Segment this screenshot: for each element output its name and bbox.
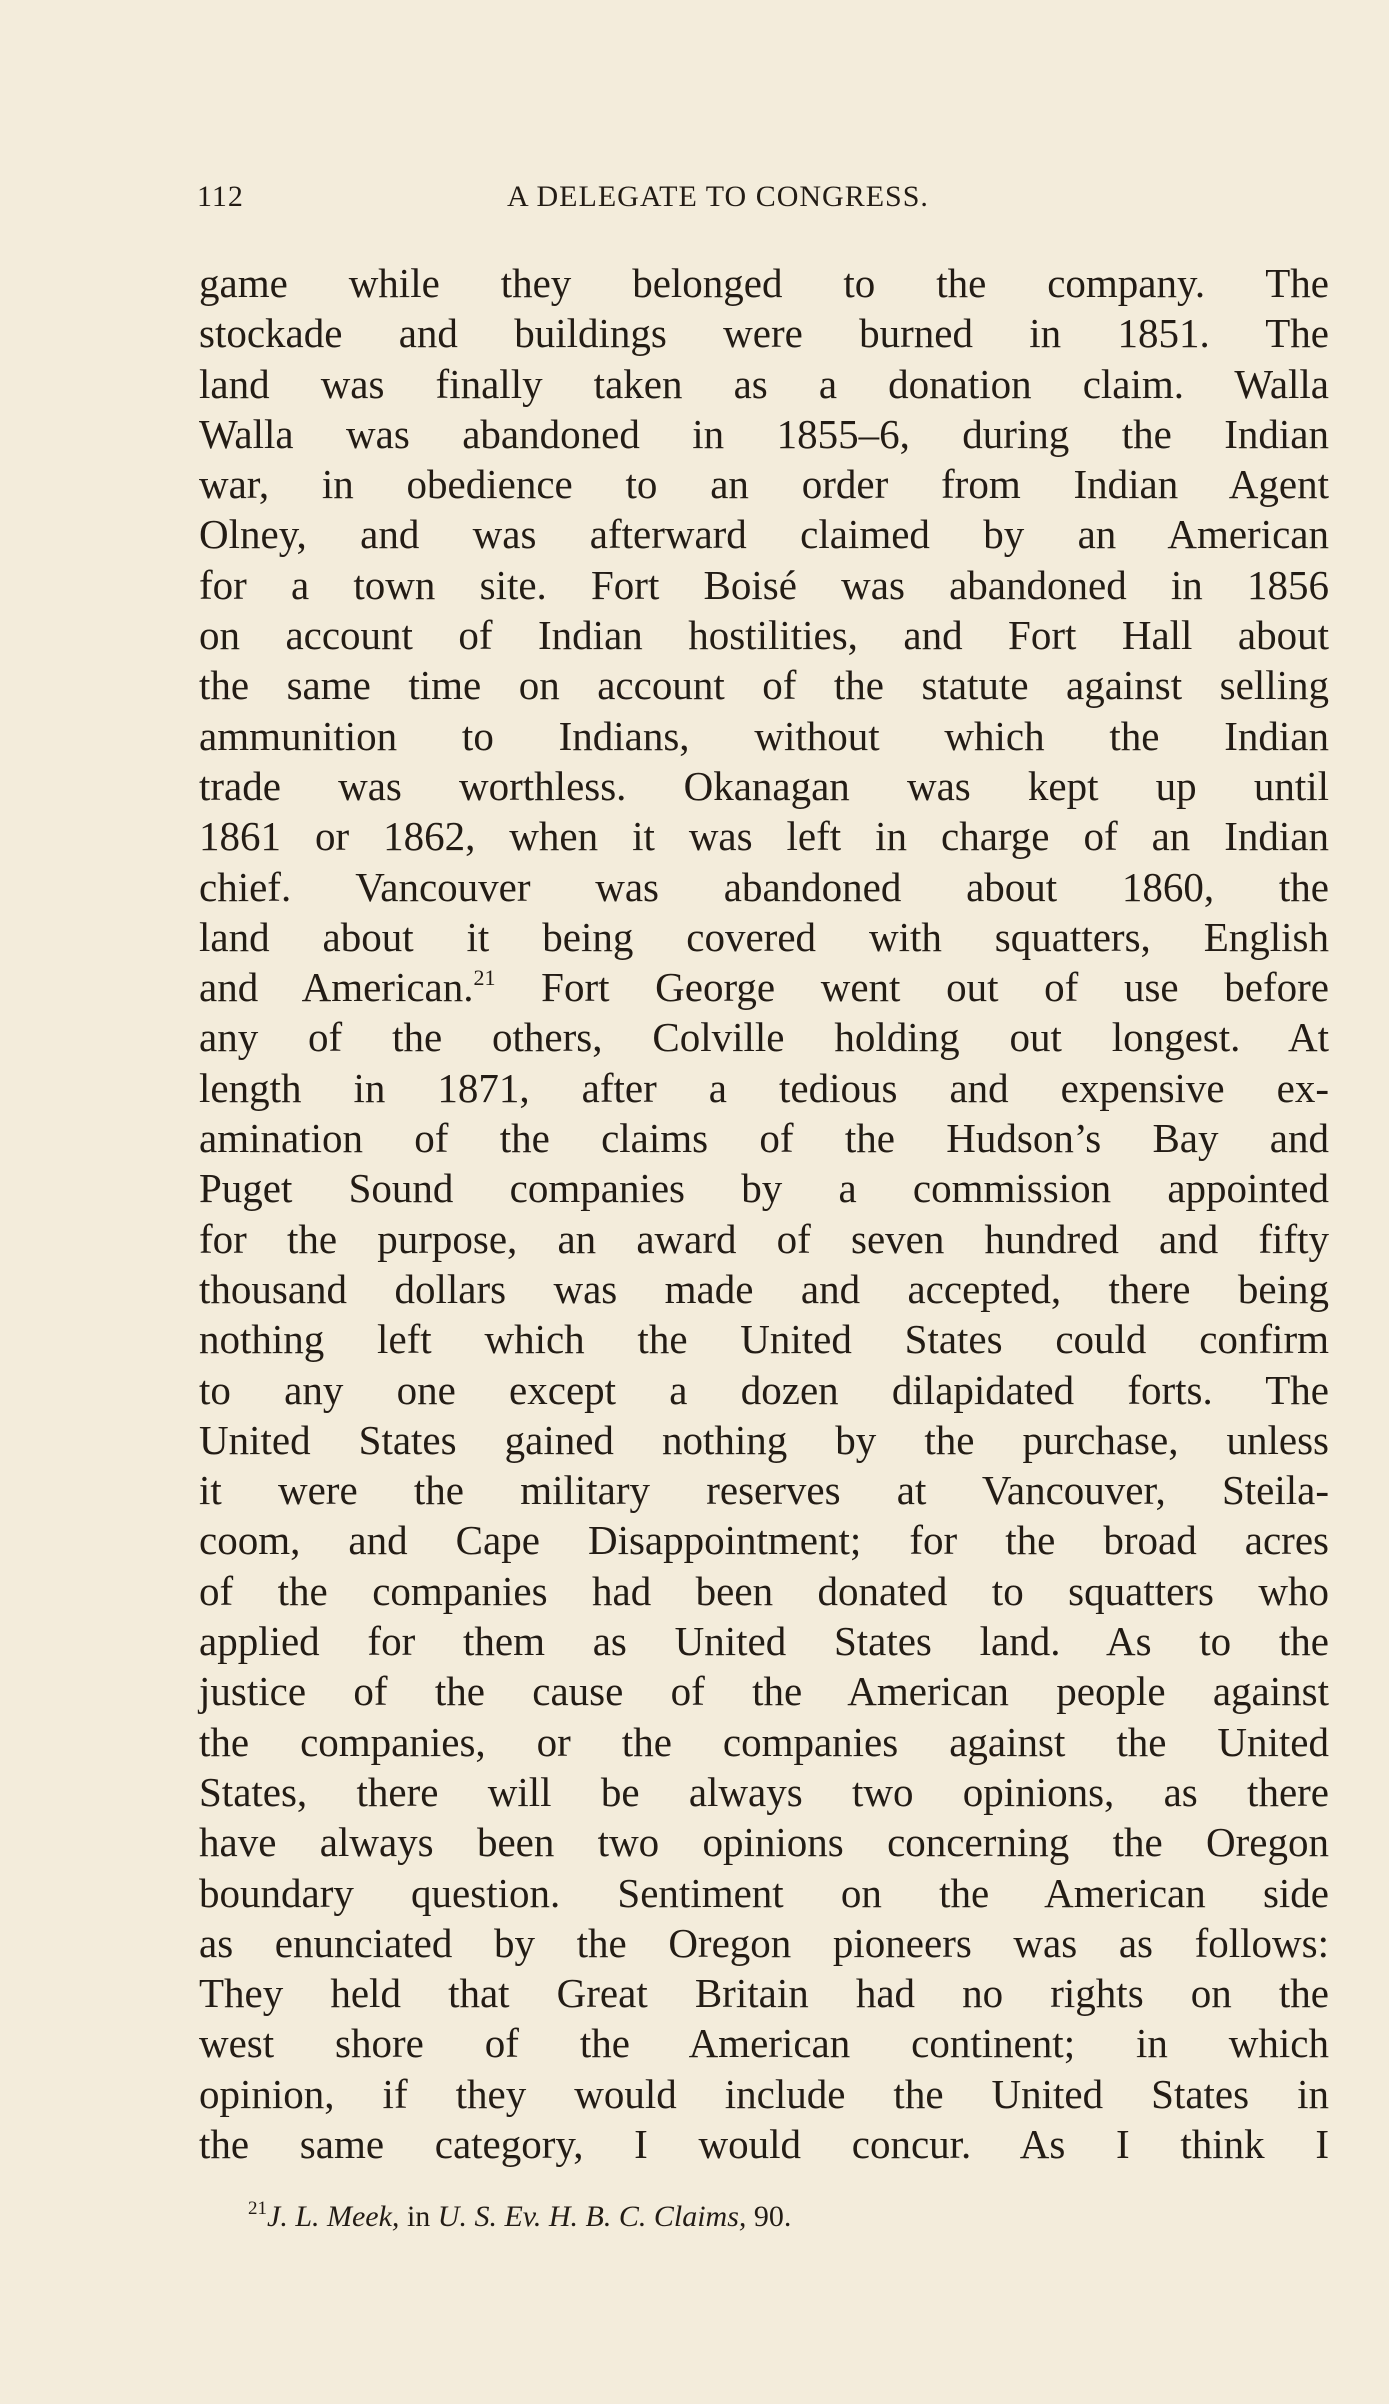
- text-line: stockade and buildings were burned in 1851. The: [199, 310, 1329, 357]
- text-line-start: and American.: [199, 964, 474, 1011]
- text-line: for the purpose, an award of seven hundred and fifty: [199, 1215, 1329, 1262]
- text-line: boundary question. Sentiment on the American side: [199, 1869, 1329, 1916]
- text-line: to any one except a dozen dilapidated forts. The: [199, 1366, 1329, 1413]
- text-line: it were the military reserves at Vancouver, Steila-: [199, 1467, 1329, 1514]
- text-line: trade was worthless. Okanagan was kept up until: [199, 762, 1329, 809]
- footnote-page: 90.: [746, 2200, 792, 2233]
- text-line: opinion, if they would include the United States in: [199, 2070, 1329, 2117]
- footnote-connector: in: [399, 2200, 438, 2233]
- text-line: Puget Sound companies by a commission appointed: [199, 1165, 1329, 1212]
- text-line: war, in obedience to an order from Indian Agent: [199, 461, 1329, 508]
- text-line: ammunition to Indians, without which the Indian: [199, 712, 1329, 759]
- text-line: nothing left which the United States could confirm: [199, 1316, 1329, 1363]
- text-line: the companies, or the companies against the United: [199, 1718, 1329, 1765]
- body-text: [199, 258, 1329, 2169]
- text-line-with-footnote: [199, 962, 1329, 1012]
- text-line: States, there will be always two opinions, as there: [199, 1768, 1329, 1815]
- text-line: coom, and Cape Disappointment; for the broad acres: [199, 1517, 1329, 1564]
- text-line: of the companies had been donated to squatters who: [199, 1567, 1329, 1614]
- text-line: as enunciated by the Oregon pioneers was as follows:: [199, 1919, 1329, 1966]
- text-line: 1861 or 1862, when it was left in charge of an Indian: [199, 813, 1329, 860]
- text-line: west shore of the American continent; in which: [199, 2020, 1329, 2067]
- text-line: amination of the claims of the Hudson’s Bay and: [199, 1115, 1329, 1162]
- footnote-author: J. L. Meek,: [267, 2200, 400, 2233]
- footnote-reference: 21: [473, 965, 496, 991]
- text-line: have always been two opinions concerning the Oregon: [199, 1819, 1329, 1866]
- text-line: any of the others, Colville holding out longest. At: [199, 1014, 1329, 1061]
- text-line: Walla was abandoned in 1855–6, during the Indian: [199, 410, 1329, 457]
- text-line: applied for them as United States land. As to the: [199, 1618, 1329, 1665]
- text-line: They held that Great Britain had no rights on the: [199, 1970, 1329, 2017]
- page-header: [197, 180, 1017, 220]
- text-line: for a town site. Fort Boisé was abandoned in 1856: [199, 561, 1329, 608]
- text-line: justice of the cause of the American people against: [199, 1668, 1329, 1715]
- text-line: chief. Vancouver was abandoned about 1860, the: [199, 863, 1329, 910]
- text-line: Olney, and was afterward claimed by an American: [199, 511, 1329, 558]
- text-line-end: Fort George went out of use before: [495, 964, 1329, 1011]
- text-line: on account of Indian hostilities, and Fort Hall about: [199, 612, 1329, 659]
- text-line: the same time on account of the statute against selling: [199, 662, 1329, 709]
- page-number: 112: [197, 180, 244, 213]
- text-line: land was finally taken as a donation claim. Walla: [199, 360, 1329, 407]
- running-title: A DELEGATE TO CONGRESS.: [507, 180, 929, 213]
- text-line: length in 1871, after a tedious and expensive ex-: [199, 1064, 1329, 1111]
- footnote: [248, 2198, 1148, 2234]
- footnote-mark: 21: [248, 2198, 267, 2219]
- text-line: the same category, I would concur. As I think I: [199, 2120, 1329, 2167]
- text-line: land about it being covered with squatters, English: [199, 913, 1329, 960]
- footnote-source: U. S. Ev. H. B. C. Claims,: [437, 2200, 747, 2233]
- text-line: United States gained nothing by the purchase, unless: [199, 1416, 1329, 1463]
- text-line: game while they belonged to the company. The: [199, 260, 1329, 306]
- text-line: thousand dollars was made and accepted, there being: [199, 1265, 1329, 1312]
